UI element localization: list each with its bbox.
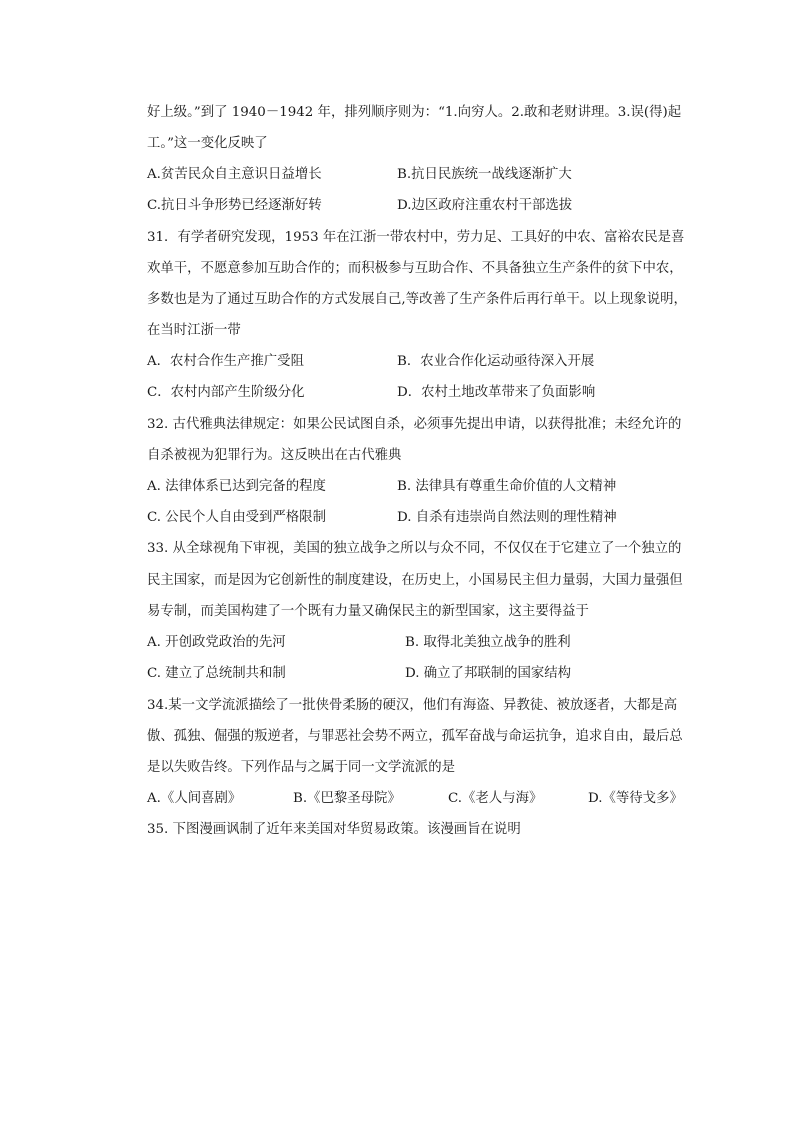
q31-text-line-2: 欢单干，不愿意参加互助合作的；而积极参与互助合作、不具备独立生产条件的贫下中农， (147, 261, 683, 276)
q32-text-line-1: 32. 古代雅典法律规定：如果公民试图自杀，必须事先提出申请，以获得批准；未经允许的 (147, 417, 682, 432)
q31-option-d[interactable]: D．农村土地改革带来了负面影响 (397, 385, 596, 400)
q30-text-line-1: 好上级。”到了 1940－1942 年，排列顺序则为：“1.向穷人。2.敢和老财讲理。3.误(得)起 (147, 105, 682, 120)
q30-option-a[interactable]: A.贫苦民众自主意识日益增长 (147, 167, 322, 182)
q33-option-d[interactable]: D. 确立了邦联制的国家结构 (405, 666, 572, 681)
q32-option-c[interactable]: C. 公民个人自由受到严格限制 (147, 510, 326, 525)
q31-option-a[interactable]: A．农村合作生产推广受阻 (147, 354, 304, 369)
q32-option-b[interactable]: B. 法律具有尊重生命价值的人文精神 (397, 479, 617, 494)
q33-text-line-3: 易专制，而美国构建了一个既有力量又确保民主的新型国家，这主要得益于 (147, 604, 589, 619)
q32-text-line-2: 自杀被视为犯罪行为。这反映出在古代雅典 (147, 448, 402, 463)
q33-option-a[interactable]: A. 开创政党政治的先河 (147, 635, 286, 650)
q33-text-line-1: 33. 从全球视角下审视，美国的独立战争之所以与众不同，不仅仅在于它建立了一个独立的 (147, 541, 682, 556)
q32-option-d[interactable]: D. 自杀有违崇尚自然法则的理性精神 (397, 510, 617, 525)
q31-text-line-1: 31．有学者研究发现，1953 年在江浙一带农村中，劳力足、工具好的中农、富裕农民是喜 (147, 230, 685, 245)
q33-option-b[interactable]: B. 取得北美独立战争的胜利 (405, 635, 571, 650)
q30-text-line-2: 工。”这一变化反映了 (147, 136, 268, 151)
q34-option-d[interactable]: D.《等待戈多》 (588, 791, 683, 806)
q30-option-d[interactable]: D.边区政府注重农村干部选拔 (397, 198, 573, 213)
q33-text-line-2: 民主国家，而是因为它创新性的制度建设，在历史上，小国易民主但力量弱，大国力量强但 (147, 573, 683, 588)
q31-option-c[interactable]: C．农村内部产生阶级分化 (147, 385, 305, 400)
q31-text-line-4: 在当时江浙一带 (147, 323, 241, 338)
q31-option-b[interactable]: B．农业合作化运动亟待深入开展 (397, 354, 595, 369)
q34-text-line-3: 是以失败告终。下列作品与之属于同一文学流派的是 (147, 760, 455, 775)
q32-option-a[interactable]: A. 法律体系已达到完备的程度 (147, 479, 326, 494)
q31-text-line-3: 多数也是为了通过互助合作的方式发展自己,等改善了生产条件后再行单干。以上现象说明， (147, 292, 687, 307)
q34-option-c[interactable]: C.《老人与海》 (448, 791, 543, 806)
q34-text-line-1: 34.某一文学流派描绘了一批侠骨柔肠的硬汉，他们有海盗、异教徒、被放逐者，大都是高 (147, 698, 678, 713)
q34-text-line-2: 傲、孤独、倔强的叛逆者，与罪恶社会势不两立，孤军奋战与命运抗争，追求自由，最后总 (147, 729, 683, 744)
q30-option-b[interactable]: B.抗日民族统一战线逐渐扩大 (397, 167, 572, 182)
q30-option-c[interactable]: C.抗日斗争形势已经逐渐好转 (147, 198, 322, 213)
q34-option-b[interactable]: B.《巴黎圣母院》 (293, 791, 401, 806)
q33-option-c[interactable]: C. 建立了总统制共和制 (147, 666, 286, 681)
q34-option-a[interactable]: A.《人间喜剧》 (147, 791, 242, 806)
q35-text-line: 35. 下图漫画讽制了近年来美国对华贸易政策。该漫画旨在说明 (147, 822, 521, 837)
